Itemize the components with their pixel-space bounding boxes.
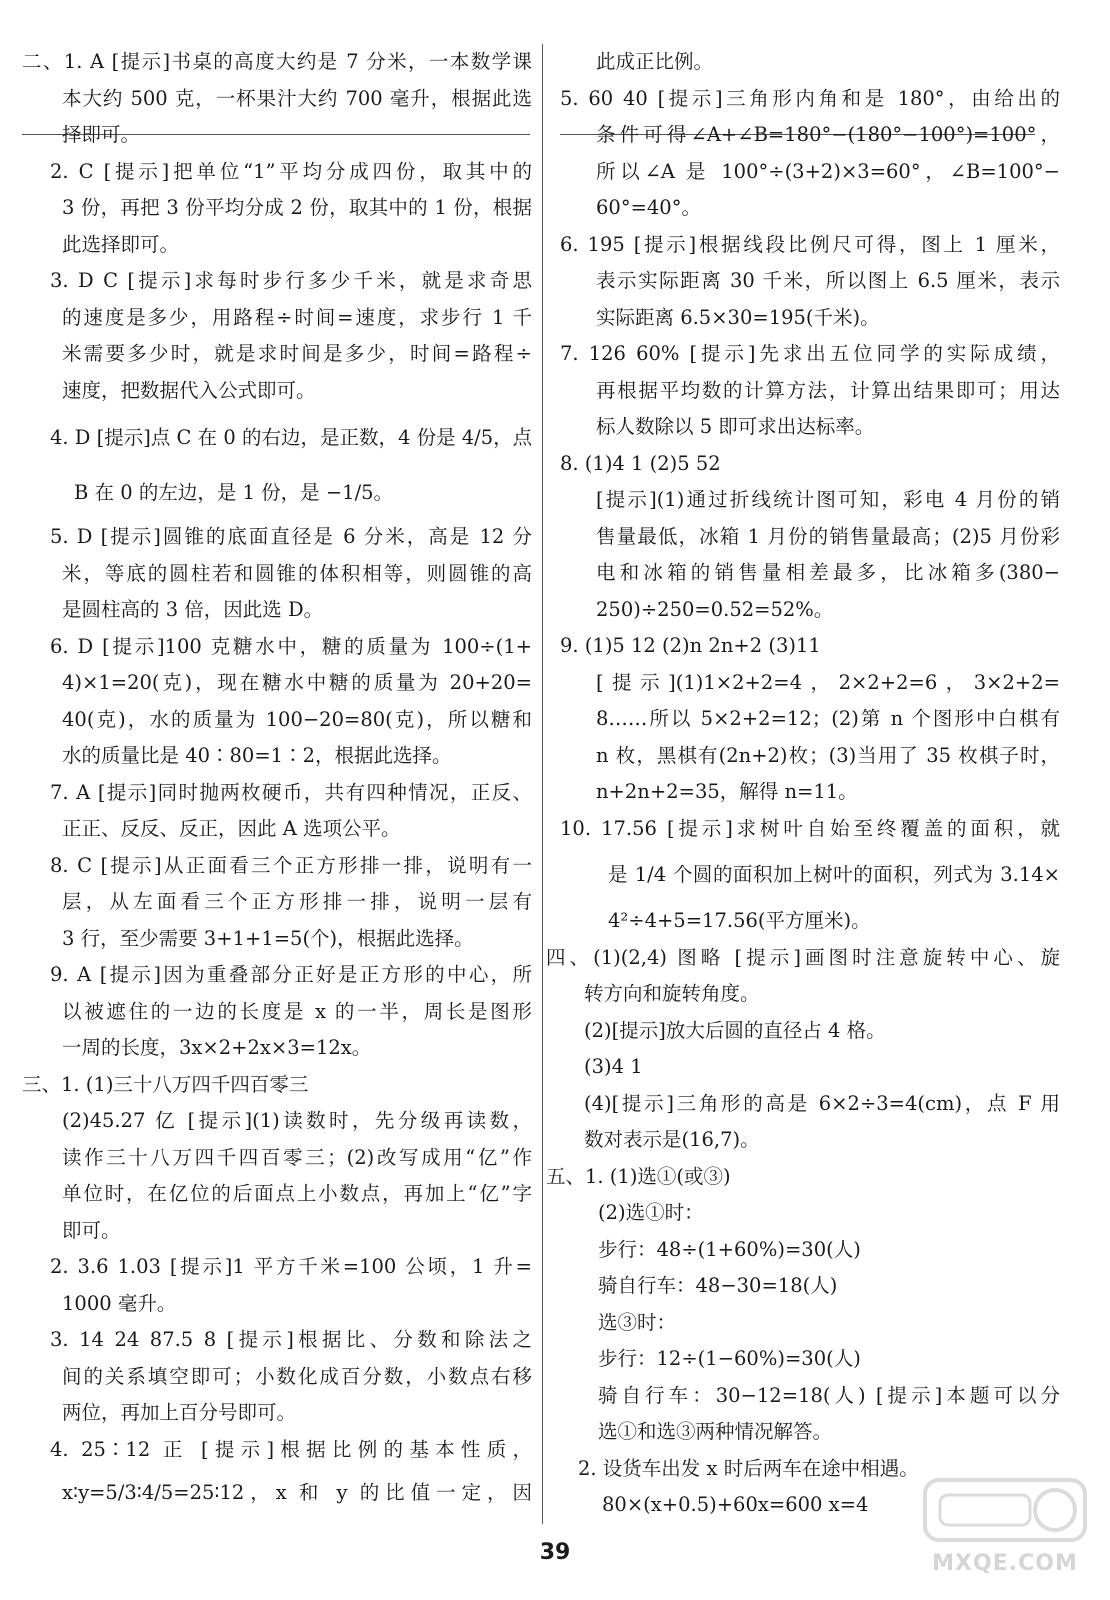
answer-line: 水的质量比是 40∶80=1∶2，根据此选择。 (62, 744, 452, 767)
answer-line: 3. 14 24 87.5 8 [提示]根据比、分数和除法之 (50, 1328, 532, 1351)
column-divider (542, 44, 543, 1524)
answer-line: 三、1. (1)三十八万四千四百零三 (22, 1072, 309, 1096)
answer-line: 8……所以 5×2+2=12；(2)第 n 个图形中白棋有 (596, 707, 1060, 730)
answer-line: 的速度是多少，用路程÷时间=速度，求步行 1 千 (62, 305, 532, 329)
answer-line: (2)45.27 亿 [提示](1)读数时，先分级再读数， (62, 1109, 532, 1132)
answer-line: 2. 3.6 1.03 [提示]1 平方千米=100 公顷，1 升= (50, 1255, 532, 1278)
answer-line: 9. (1)5 12 (2)n 2n+2 (3)11 (560, 634, 821, 657)
answer-line: 米需要多少时，就是求时间是多少，时间=路程÷ (62, 342, 532, 365)
answer-line: 3 份，再把 3 份平均分成 2 份，取其中的 1 份，根据 (62, 196, 532, 219)
answer-line: 4. 25∶12 正 [提示]根据比例的基本性质， (50, 1437, 532, 1461)
answer-line: 电和冰箱的销售量相差最多，比冰箱多(380− (596, 561, 1060, 584)
answer-line: 8. C [提示]从正面看三个正方形排一排，说明有一 (50, 853, 532, 877)
answer-line: 实际距离 6.5×30=195(千米)。 (596, 305, 880, 329)
answer-line: 选①和选③两种情况解答。 (598, 1420, 833, 1443)
answer-line: 250)÷250=0.52=52%。 (596, 597, 834, 621)
answer-line: n 枚，黑棋有(2n+2)枚；(3)当用了 35 枚棋子时， (596, 743, 1060, 767)
answer-line: 表示实际距离 30 千米，所以图上 6.5 厘米，表示 (596, 269, 1060, 292)
answer-line: 3 行，至少需要 3+1+1=5(个)，根据此选择。 (62, 926, 474, 950)
answer-line: 60°=40°。 (596, 196, 701, 219)
answer-line: 骑自行车：30−12=18(人) [提示]本题可以分 (598, 1383, 1060, 1407)
answer-line: x∶y=5/3∶4/5=25∶12，x 和 y 的比值一定，因 (62, 1481, 532, 1504)
answer-line: 4)×1=20(克)，现在糖水中糖的质量为 20+20= (62, 671, 532, 694)
answer-line: 售量最低，冰箱 1 月份的销售量最高；(2)5 月份彩 (596, 524, 1060, 548)
answer-line: 6. D [提示]100 克糖水中，糖的质量为 100÷(1+ (50, 634, 532, 658)
answer-line: 读作三十八万四千四百零三；(2)改写成用“亿”作 (62, 1145, 532, 1169)
answer-line: [提示](1)1×2+2=4，2×2+2=6，3×2+2= (596, 670, 1060, 694)
answer-line: 9. A [提示]因为重叠部分正好是正方形的中心，所 (50, 963, 532, 986)
answer-line: 步行：48÷(1+60%)=30(人) (598, 1237, 861, 1261)
answer-line: [提示](1)通过折线统计图可知，彩电 4 月份的销 (596, 488, 1060, 511)
answer-line: (4)[提示]三角形的高是 6×2÷3=4(cm)，点 F 用 (584, 1091, 1060, 1115)
answer-line: 7. 126 60% [提示]先求出五位同学的实际成绩， (560, 342, 1060, 365)
answer-line: 条件可得∠A+∠B=180°−(180°−100°)=100°， (596, 123, 1060, 146)
answer-line: 选③时： (598, 1310, 677, 1334)
answer-line: 再根据平均数的计算方法，计算出结果即可；用达 (596, 378, 1060, 402)
answer-line: 此成正比例。 (596, 50, 714, 73)
answer-line: 1000 毫升。 (62, 1291, 177, 1315)
answer-line: (2)[提示]放大后圆的直径占 4 格。 (584, 1018, 886, 1042)
answer-line: 转方向和旋转角度。 (584, 982, 760, 1005)
watermark-icon (915, 1470, 1095, 1550)
answer-line: 标人数除以 5 即可求出达标率。 (596, 415, 875, 438)
page-number: 39 (539, 1540, 571, 1565)
answer-line: 5. D [提示]圆锥的底面直径是 6 分米，高是 12 分 (50, 525, 532, 548)
answer-line: 数对表示是(16,7)。 (584, 1128, 760, 1151)
answer-line: 6. 195 [提示]根据线段比例尺可得，图上 1 厘米， (560, 232, 1060, 256)
answer-line: 2. 设货车出发 x 时后两车在途中相遇。 (578, 1456, 919, 1480)
answer-line: 40(克)，水的质量为 100−20=80(克)，所以糖和 (62, 707, 532, 731)
answer-line: 4. D [提示]点 C 在 0 的右边，是正数，4 份是 4/5，点 (50, 426, 533, 449)
answer-line: 3. D C [提示]求每时步行多少千米，就是求奇思 (50, 269, 532, 292)
answer-line: 二、1. A [提示]书桌的高度大约是 7 分米，一本数学课 (22, 50, 532, 73)
answer-line: 五、1. (1)选①(或③) (546, 1164, 731, 1188)
answer-line: 步行：12÷(1−60%)=30(人) (598, 1347, 861, 1370)
answer-line: 速度，把数据代入公式即可。 (62, 378, 316, 402)
answer-line: 即可。 (62, 1218, 121, 1242)
answer-line: 一周的长度，3x×2+2x×3=12x。 (62, 1036, 372, 1059)
answer-line: 骑自行车：48−30=18(人) (598, 1274, 838, 1297)
answer-line: n+2n+2=35，解得 n=11。 (596, 780, 858, 803)
answer-line: 80×(x+0.5)+60x=600 x=4 (602, 1493, 869, 1516)
answer-line: 米，等底的圆柱若和圆锥的体积相等，则圆锥的高 (62, 561, 532, 585)
right-column (546, 44, 1060, 1524)
answer-line: 四、(1)(2,4) 图略 [提示]画图时注意旋转中心、旋 (546, 945, 1060, 969)
answer-line: 本大约 500 克，一杯果汁大约 700 毫升，根据此选 (62, 86, 532, 110)
answer-line: 2. C [提示]把单位“1”平均分成四份，取其中的 (50, 159, 532, 183)
answer-line: 7. A [提示]同时抛两枚硬币，共有四种情况，正反、 (50, 780, 532, 804)
answer-line: 4²÷4+5=17.56(平方厘米)。 (608, 909, 871, 932)
answer-line: (2)选①时： (598, 1201, 704, 1224)
watermark-logo (915, 1470, 1095, 1580)
answer-line: B 在 0 的左边，是 1 份，是 −1/5。 (74, 481, 394, 504)
answer-line: 是圆柱高的 3 倍，因此选 D。 (62, 598, 324, 621)
answer-line: 间的关系填空即可；小数化成百分数，小数点右移 (62, 1364, 532, 1388)
answer-line: 层，从左面看三个正方形排一排，说明一层有 (62, 890, 532, 913)
answer-line: 单位时，在亿位的后面点上小数点，再加上“亿”字 (62, 1182, 532, 1205)
answer-line: 8. (1)4 1 (2)5 52 (560, 451, 721, 475)
answer-line: 两位，再加上百分号即可。 (62, 1401, 297, 1424)
answer-line: 5. 60 40 [提示]三角形内角和是 180°，由给出的 (560, 86, 1060, 110)
answer-line: 10. 17.56 [提示]求树叶自始至终覆盖的面积，就 (560, 816, 1060, 840)
watermark-text: MXQE.COM (932, 1551, 1078, 1576)
left-column (22, 44, 532, 1518)
answer-line: 此选择即可。 (62, 232, 180, 256)
answer-line: 是 1/4 个圆的面积加上树叶的面积，列式为 3.14× (608, 863, 1060, 886)
answer-line: 择即可。 (62, 123, 141, 146)
answer-line: 正正、反反、反正，因此 A 选项公平。 (62, 817, 401, 840)
answer-line: 以被遮住的一边的长度是 x 的一半，周长是图形 (62, 999, 532, 1023)
answer-line: 所以∠A 是 100°÷(3+2)×3=60°，∠B=100°− (596, 159, 1060, 183)
answer-line: (3)4 1 (584, 1055, 643, 1078)
